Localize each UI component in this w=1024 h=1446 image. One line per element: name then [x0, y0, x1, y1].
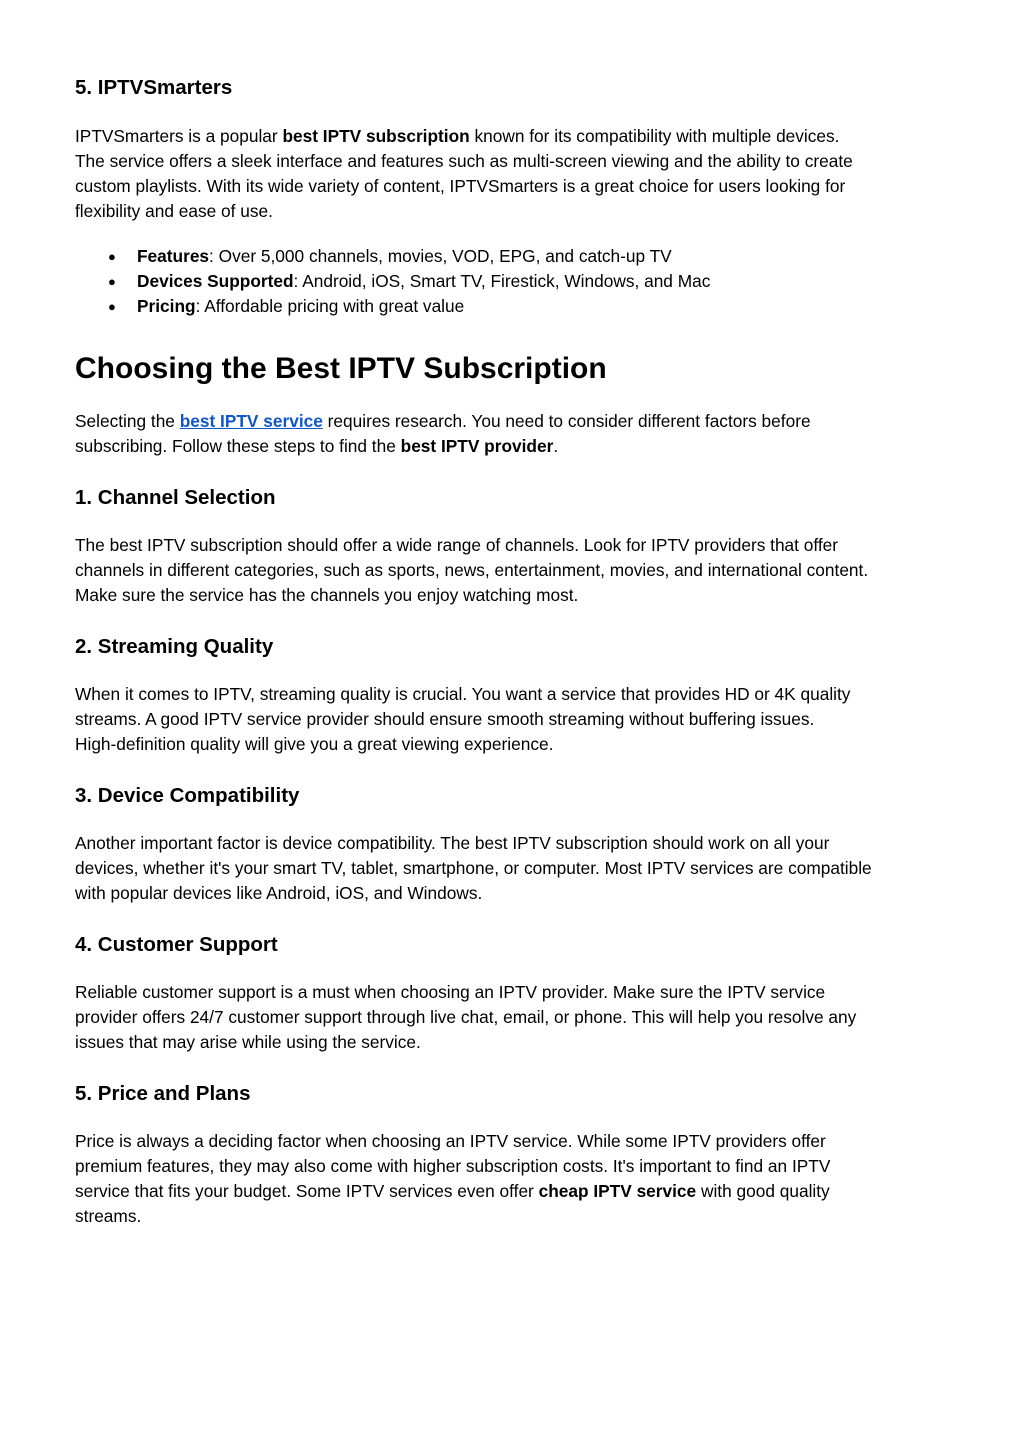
section-heading-iptvsmarters: 5. IPTVSmarters: [75, 76, 233, 99]
paragraph-line: [75, 434, 955, 459]
features-list: [75, 244, 710, 319]
streaming-quality-paragraph: [75, 682, 955, 757]
list-item: [75, 294, 710, 319]
paragraph-line: [75, 1179, 955, 1204]
text-run: Selecting the: [75, 411, 180, 431]
paragraph-line: custom playlists. With its wide variety of content, IPTVSmarters is a great choice for users looking for: [75, 176, 846, 196]
best-iptv-service-link[interactable]: best IPTV service: [179, 411, 323, 431]
text-run: service that fits your budget. Some IPTV services even offer: [75, 1181, 539, 1201]
paragraph-line: devices, whether it's your smart TV, tablet, smartphone, or computer. Most IPTV services are compatible: [75, 858, 872, 878]
paragraph-line: The service offers a sleek interface and features such as multi-screen viewing and the ability to create: [75, 151, 853, 171]
section-heading-channel-selection: 1. Channel Selection: [75, 486, 276, 509]
iptvsmarters-paragraph: [75, 124, 955, 224]
section-heading-customer-support: 4. Customer Support: [75, 933, 278, 956]
text-run: IPTVSmarters is a popular: [75, 126, 283, 146]
section-heading-device-compatibility: 3. Device Compatibility: [75, 784, 300, 807]
paragraph-line: Make sure the service has the channels you enjoy watching most.: [75, 585, 579, 605]
paragraph-line: [75, 124, 955, 149]
text-run: known for its compatibility with multiple devices.: [469, 126, 840, 146]
paragraph-line: premium features, they may also come with higher subscription costs. It's important to find an IPTV: [75, 1156, 831, 1176]
bullet-icon: ●: [108, 274, 116, 289]
section-heading-price-plans: 5. Price and Plans: [75, 1082, 251, 1105]
paragraph-line: High-definition quality will give you a great viewing experience.: [75, 734, 554, 754]
paragraph-line: streams. A good IPTV service provider should ensure smooth streaming without buffering issues.: [75, 709, 815, 729]
list-item: [75, 244, 710, 269]
text-run: .: [553, 436, 559, 456]
list-item-label: Devices Supported: [137, 271, 294, 291]
paragraph-line: Reliable customer support is a must when choosing an IPTV provider. Make sure the IPTV service: [75, 982, 826, 1002]
device-compatibility-paragraph: [75, 831, 955, 906]
text-run: with good quality: [696, 1181, 830, 1201]
list-item-text: : Affordable pricing with great value: [195, 296, 465, 316]
channel-selection-paragraph: [75, 533, 955, 608]
bullet-icon: ●: [108, 299, 116, 314]
list-item: [75, 269, 710, 294]
paragraph-line: flexibility and ease of use.: [75, 201, 273, 221]
bold-text: cheap IPTV service: [538, 1181, 697, 1201]
paragraph-line: When it comes to IPTV, streaming quality is crucial. You want a service that provides HD or 4K quality: [75, 684, 851, 704]
bold-text: best IPTV provider: [400, 436, 554, 456]
main-heading-choosing: Choosing the Best IPTV Subscription: [75, 352, 607, 385]
list-item-text: : Over 5,000 channels, movies, VOD, EPG, and catch-up TV: [209, 246, 672, 266]
customer-support-paragraph: [75, 980, 955, 1055]
bold-text: best IPTV subscription: [282, 126, 470, 146]
paragraph-line: [75, 409, 955, 434]
paragraph-line: Another important factor is device compatibility. The best IPTV subscription should work on all your: [75, 833, 830, 853]
bullet-icon: ●: [108, 249, 116, 264]
text-run: subscribing. Follow these steps to find the: [75, 436, 401, 456]
paragraph-line: issues that may arise while using the service.: [75, 1032, 421, 1052]
choosing-paragraph: [75, 409, 955, 459]
paragraph-line: provider offers 24/7 customer support through live chat, email, or phone. This will help you resolve any: [75, 1007, 857, 1027]
paragraph-line: channels in different categories, such as sports, news, entertainment, movies, and international content.: [75, 560, 869, 580]
paragraph-line: with popular devices like Android, iOS, and Windows.: [75, 883, 483, 903]
price-plans-paragraph: [75, 1129, 955, 1229]
list-item-label: Features: [137, 246, 210, 266]
list-item-text: : Android, iOS, Smart TV, Firestick, Windows, and Mac: [293, 271, 711, 291]
paragraph-line: The best IPTV subscription should offer a wide range of channels. Look for IPTV providers that offer: [75, 535, 839, 555]
paragraph-line: Price is always a deciding factor when choosing an IPTV service. While some IPTV providers offer: [75, 1131, 826, 1151]
section-heading-streaming-quality: 2. Streaming Quality: [75, 635, 274, 658]
paragraph-line: streams.: [75, 1206, 142, 1226]
text-run: requires research. You need to consider different factors before: [322, 411, 811, 431]
list-item-label: Pricing: [137, 296, 196, 316]
